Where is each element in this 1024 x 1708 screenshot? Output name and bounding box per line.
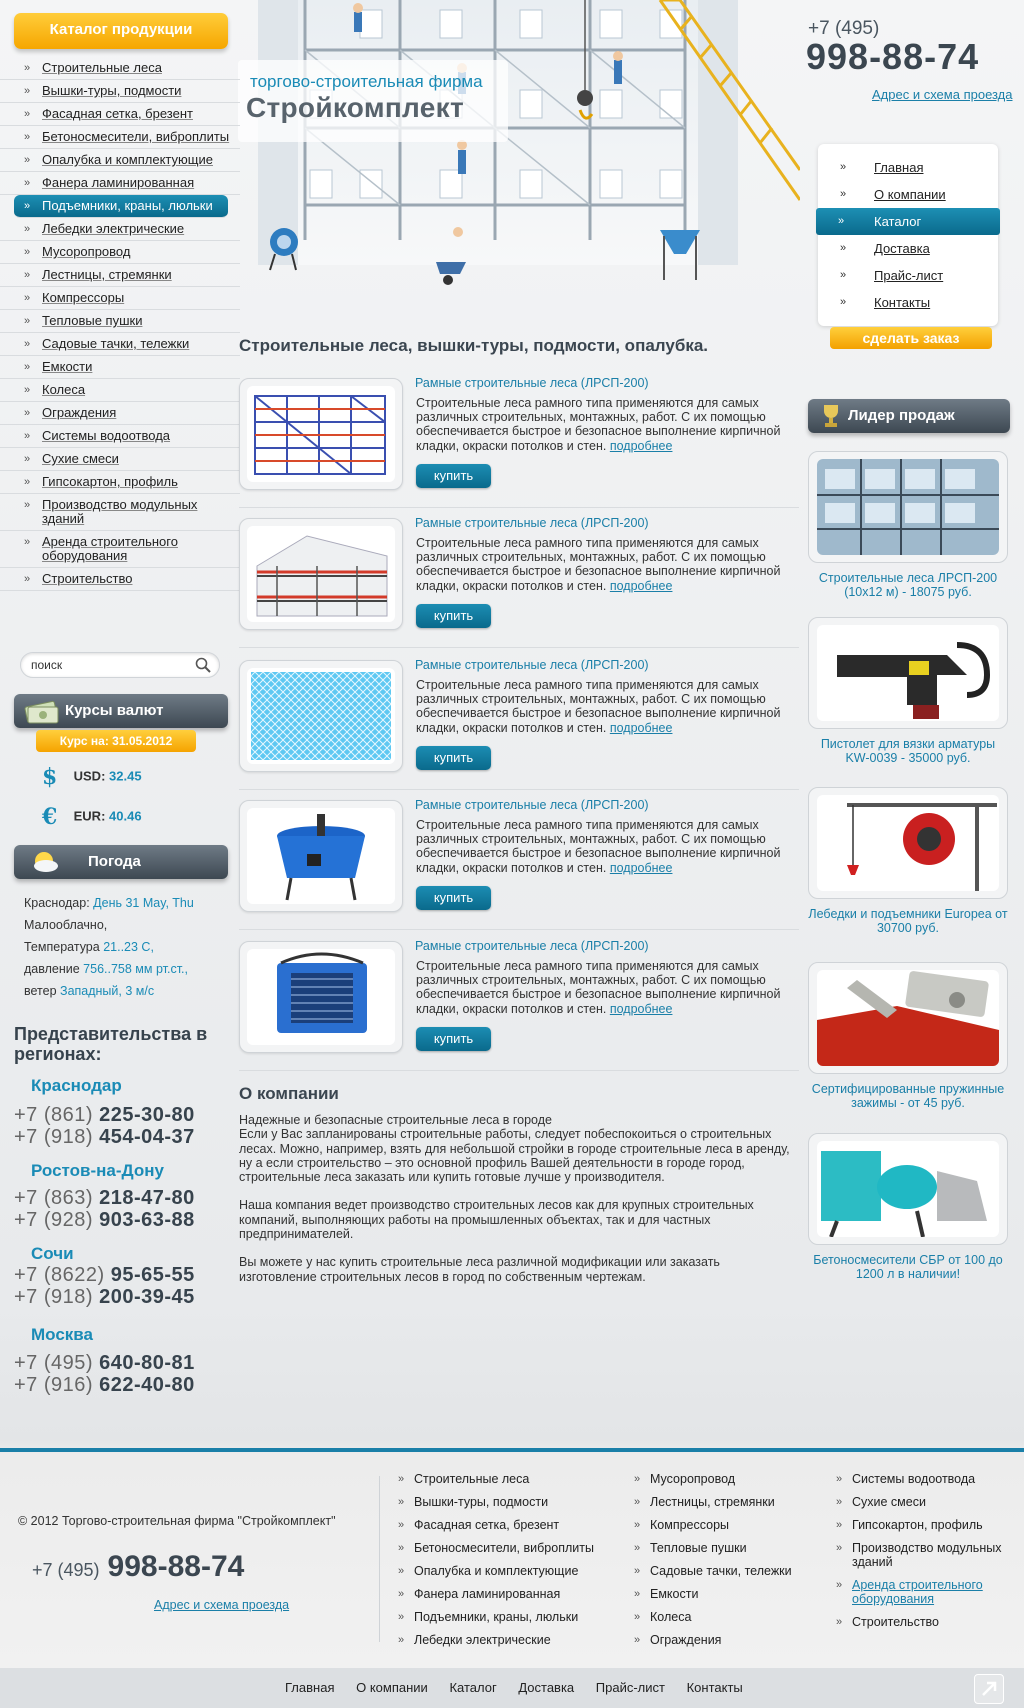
dollar-icon: $ (42, 764, 58, 790)
catalog-item[interactable]: » Гипсокартон, профиль (0, 471, 240, 494)
product-card (239, 518, 799, 648)
phone: +7 (861) 225-30-80 (14, 1104, 195, 1126)
double-chevron-icon: » (634, 1634, 641, 1646)
product-image[interactable] (239, 378, 403, 490)
buy-button[interactable]: купить (416, 1027, 491, 1051)
catalog-item[interactable]: » Аренда строительного оборудования (0, 531, 240, 568)
rate-usd: $ USD: 32.45 (42, 764, 142, 790)
double-chevron-icon: » (24, 338, 31, 350)
city-moscow: Москва (31, 1325, 93, 1344)
double-chevron-icon: » (634, 1473, 641, 1485)
product-title[interactable]: Рамные строительные леса (ЛРСП-200) (415, 376, 649, 390)
bestseller-caption[interactable]: Пистолет для вязки арматуры KW-0039 - 35000 руб. (820, 737, 996, 765)
double-chevron-icon: » (24, 536, 31, 548)
bottom-nav-pricelist[interactable]: Прайс-лист (595, 1680, 665, 1695)
bottom-navigation (285, 1680, 761, 1695)
city-sochi: Сочи (31, 1244, 74, 1263)
address-map-link[interactable]: Адрес и схема проезда (872, 87, 1013, 102)
catalog-item[interactable]: » Компрессоры (0, 287, 240, 310)
catalog-item[interactable]: » Сухие смеси (0, 448, 240, 471)
product-title[interactable]: Рамные строительные леса (ЛРСП-200) (415, 798, 649, 812)
double-chevron-icon: » (836, 1616, 843, 1628)
footer-link[interactable]: » Строительные леса (398, 1472, 530, 1486)
city-krasnodar: Краснодар (31, 1076, 122, 1095)
double-chevron-icon: » (398, 1588, 405, 1600)
bestseller-item[interactable] (808, 962, 1008, 1110)
bestseller-image[interactable] (808, 787, 1008, 899)
phone: +7 (918) 200-39-45 (14, 1286, 195, 1308)
bottom-nav-contacts[interactable]: Контакты (686, 1680, 743, 1695)
bestseller-item[interactable] (808, 451, 1008, 599)
more-link[interactable]: подробнее (609, 578, 673, 593)
double-chevron-icon: » (634, 1496, 641, 1508)
double-chevron-icon: » (24, 223, 31, 235)
bottom-nav-about[interactable]: О компании (356, 1680, 428, 1695)
product-card (239, 660, 799, 790)
footer-link[interactable]: » Компрессоры (634, 1518, 730, 1532)
bestseller-image[interactable] (808, 617, 1008, 729)
bottom-bar (0, 1668, 1024, 1708)
double-chevron-icon: » (840, 296, 847, 308)
nav-item-delivery[interactable]: » Доставка (818, 235, 998, 262)
footer-menu-col1 (398, 1472, 628, 1656)
bestseller-item[interactable] (808, 787, 1008, 935)
catalog-item[interactable]: » Системы водоотвода (0, 425, 240, 448)
about-text: Надежные и безопасные строительные леса в городе Если у Вас запланированы строительные работы, следует побеспокоиться о строительных лесах. Можно, например, взять для небольшой стройки в городе строительные леса в аренду, ну а если строительство – это основной профиль Вашей деятельности в городе город, строительные леса заказать или купить готовые лучше у производителя. Наша компания ведет производство строительных лесов как для крупных строительных компаний, выполняющих работы на промышленных объектах, так и для частных предпринимателей. Вы можете у нас купить строительные леса различной модификации или заказать изготовление строительных лесов в город по собственным чертежам. (239, 1113, 790, 1284)
rates-date: Курс на: 31.05.2012 (36, 730, 196, 752)
bottom-nav-home[interactable]: Главная (285, 1680, 335, 1695)
phone: +7 (918) 454-04-37 (14, 1126, 195, 1148)
product-card (239, 378, 799, 508)
catalog-item[interactable]: » Лестницы, стремянки (0, 264, 240, 287)
footer-link[interactable]: » Гипсокартон, профиль (836, 1518, 983, 1532)
product-image[interactable] (239, 518, 403, 630)
money-icon (22, 696, 62, 726)
developer-logo-icon[interactable] (974, 1674, 1004, 1704)
double-chevron-icon: » (836, 1579, 843, 1591)
footer-link[interactable]: » Бетоносмесители, виброплиты (398, 1541, 594, 1555)
sun-cloud-icon (30, 848, 60, 876)
catalog-item[interactable]: » Лебедки электрические (0, 218, 240, 241)
weather-header (14, 845, 228, 879)
weather-title: Погода (88, 853, 141, 870)
catalog-item-active[interactable]: » Подъемники, краны, люльки (14, 195, 228, 218)
double-chevron-icon: » (838, 215, 845, 227)
product-title[interactable]: Рамные строительные леса (ЛРСП-200) (415, 658, 649, 672)
search-input[interactable] (21, 653, 181, 677)
footer-link[interactable]: » Мусоропровод (634, 1472, 736, 1486)
footer-link[interactable]: » Вышки-туры, подмости (398, 1495, 549, 1509)
top-navigation (818, 144, 998, 326)
footer-link[interactable]: » Емкости (634, 1587, 699, 1601)
bestseller-image[interactable] (808, 451, 1008, 563)
double-chevron-icon: » (840, 269, 847, 281)
company-logo[interactable]: Стройкомплект (246, 92, 464, 123)
footer-address-link[interactable]: Адрес и схема проезда (154, 1598, 290, 1612)
bottom-nav-catalog[interactable]: Каталог (449, 1680, 497, 1695)
catalog-item[interactable]: » Строительство (0, 568, 240, 591)
buy-button[interactable]: купить (416, 604, 491, 628)
buy-button[interactable]: купить (416, 464, 491, 488)
bestseller-caption[interactable]: Лебедки и подъемники Europea от 30700 руб. (808, 907, 1008, 935)
currency-rates-title: Курсы валют (65, 702, 164, 719)
product-title[interactable]: Рамные строительные леса (ЛРСП-200) (415, 516, 649, 530)
phone: +7 (928) 903-63-88 (14, 1209, 195, 1231)
bestseller-image[interactable] (808, 962, 1008, 1074)
more-link[interactable]: подробнее (609, 1001, 673, 1016)
double-chevron-icon: » (24, 154, 31, 166)
catalog-item[interactable]: » Фасадная сетка, брезент (0, 103, 240, 126)
double-chevron-icon: » (24, 108, 31, 120)
phone: +7 (863) 218-47-80 (14, 1187, 195, 1209)
trophy-icon (820, 403, 842, 429)
footer-link[interactable]: » Аренда строительного оборудования (836, 1578, 983, 1606)
regions-title: Представительства в регионах: (14, 1024, 208, 1064)
catalog-item[interactable]: » Вышки-туры, подмости (0, 80, 240, 103)
catalog-item[interactable]: » Опалубка и комплектующие (0, 149, 240, 172)
page-title: Строительные леса, вышки-туры, подмости, опалубка. (239, 336, 709, 355)
double-chevron-icon: » (836, 1542, 843, 1554)
footer-divider (0, 1448, 1024, 1452)
catalog-item[interactable]: » Емкости (0, 356, 240, 379)
product-card (239, 800, 799, 930)
phone: +7 (8622) 95-65-55 (14, 1264, 195, 1286)
double-chevron-icon: » (24, 177, 31, 189)
buy-button[interactable]: купить (416, 746, 491, 770)
double-chevron-icon: » (634, 1611, 641, 1623)
double-chevron-icon: » (634, 1519, 641, 1531)
catalog-item[interactable]: » Тепловые пушки (0, 310, 240, 333)
footer-link[interactable]: » Строительство (836, 1615, 939, 1629)
product-card (239, 941, 799, 1071)
product-description: Строительные леса рамного типа применяются для самых различных строительных, монтажных, работ. С их помощью обеспечивается быстрое и безопасное выполнение кирпичной кладки, окраски потолков и стен. подробнее (416, 396, 781, 453)
footer-link[interactable]: » Колеса (634, 1610, 692, 1624)
catalog-item[interactable]: » Производство модульных зданий (0, 494, 240, 531)
bestseller-caption[interactable]: Строительные леса ЛРСП-200 (10х12 м) - 18075 руб. (818, 571, 998, 599)
double-chevron-icon: » (634, 1565, 641, 1577)
catalog-item[interactable]: » Садовые тачки, тележки (0, 333, 240, 356)
make-order-button[interactable]: сделать заказ (830, 327, 992, 349)
product-image[interactable] (239, 800, 403, 912)
bestseller-item[interactable] (808, 617, 1008, 765)
city-rostov: Ростов-на-Дону (31, 1161, 164, 1180)
more-link[interactable]: подробнее (609, 720, 673, 735)
double-chevron-icon: » (24, 246, 31, 258)
footer-link[interactable]: » Подъемники, краны, люльки (398, 1610, 579, 1624)
footer-link[interactable]: » Фасадная сетка, брезент (398, 1518, 560, 1532)
double-chevron-icon: » (398, 1565, 405, 1577)
double-chevron-icon: » (840, 161, 847, 173)
nav-item-catalog[interactable]: » Каталог (816, 208, 1000, 235)
bestsellers-header (808, 399, 1010, 433)
double-chevron-icon: » (24, 499, 31, 511)
catalog-item[interactable]: » Мусоропровод (0, 241, 240, 264)
product-description: Строительные леса рамного типа применяются для самых различных строительных, монтажных, работ. С их помощью обеспечивается быстрое и безопасное выполнение кирпичной кладки, окраски потолков и стен. подробнее (416, 959, 781, 1016)
nav-item-home[interactable]: » Главная (818, 154, 998, 181)
usd-value: 32.45 (109, 768, 142, 784)
about-title: О компании (239, 1084, 339, 1103)
search-icon[interactable] (195, 657, 211, 673)
weather-info: Краснодар: День 31 May, Thu Малооблачно, Температура 21..23 С, давление 756..758 мм рт.ст., ветер Западный, 3 м/с (24, 896, 194, 998)
double-chevron-icon: » (840, 242, 847, 254)
double-chevron-icon: » (398, 1611, 405, 1623)
catalog-menu (0, 57, 240, 591)
company-tagline: торгово-строительная фирма (250, 72, 483, 91)
bestseller-item[interactable] (808, 1133, 1008, 1281)
double-chevron-icon: » (634, 1588, 641, 1600)
double-chevron-icon: » (398, 1496, 405, 1508)
double-chevron-icon: » (24, 453, 31, 465)
phone: +7 (916) 622-40-80 (14, 1374, 195, 1396)
more-link[interactable]: подробнее (609, 860, 673, 875)
eur-value: 40.46 (109, 808, 142, 824)
double-chevron-icon: » (398, 1634, 405, 1646)
double-chevron-icon: » (840, 188, 847, 200)
nav-item-pricelist[interactable]: » Прайс-лист (818, 262, 998, 289)
catalog-item[interactable]: » Фанера ламинированная (0, 172, 240, 195)
product-description: Строительные леса рамного типа применяются для самых различных строительных, монтажных, работ. С их помощью обеспечивается быстрое и безопасное выполнение кирпичной кладки, окраски потолков и стен. подробнее (416, 536, 781, 593)
double-chevron-icon: » (634, 1542, 641, 1554)
double-chevron-icon: » (24, 430, 31, 442)
footer-link[interactable]: » Лебедки электрические (398, 1633, 551, 1647)
product-title[interactable]: Рамные строительные леса (ЛРСП-200) (415, 939, 649, 953)
double-chevron-icon: » (24, 407, 31, 419)
product-image[interactable] (239, 941, 403, 1053)
product-image[interactable] (239, 660, 403, 772)
double-chevron-icon: » (24, 292, 31, 304)
footer-menu-col3 (836, 1472, 1012, 1638)
footer-link[interactable]: » Садовые тачки, тележки (634, 1564, 792, 1578)
double-chevron-icon: » (836, 1496, 843, 1508)
double-chevron-icon: » (24, 131, 31, 143)
catalog-item[interactable]: » Строительные леса (0, 57, 240, 80)
nav-item-about[interactable]: » О компании (818, 181, 998, 208)
rate-eur: € EUR: 40.46 (42, 804, 142, 830)
catalog-item[interactable]: » Колеса (0, 379, 240, 402)
currency-rates-header (14, 694, 228, 728)
double-chevron-icon: » (24, 315, 31, 327)
catalog-title: Каталог продукции (14, 13, 228, 49)
bestsellers-title: Лидер продаж (848, 407, 955, 424)
copyright: © 2012 Торгово-строительная фирма "Стройкомплект" (18, 1514, 336, 1528)
euro-icon: € (42, 804, 58, 830)
double-chevron-icon: » (836, 1473, 843, 1485)
footer-link[interactable]: » Тепловые пушки (634, 1541, 747, 1555)
footer-link[interactable]: » Фанера ламинированная (398, 1587, 561, 1601)
phone: +7 (495) 640-80-81 (14, 1352, 195, 1374)
footer-link[interactable]: » Опалубка и комплектующие (398, 1564, 579, 1578)
bestseller-caption[interactable]: Сертифицированные пружинные зажимы - от 45 руб. (811, 1082, 1005, 1110)
double-chevron-icon: » (24, 62, 31, 74)
double-chevron-icon: » (24, 200, 31, 212)
double-chevron-icon: » (24, 361, 31, 373)
nav-item-contacts[interactable]: » Контакты (818, 289, 998, 316)
footer-link[interactable]: » Ограждения (634, 1633, 722, 1647)
double-chevron-icon: » (24, 85, 31, 97)
footer-phone: +7 (495) 998-88-74 (32, 1550, 245, 1583)
double-chevron-icon: » (398, 1473, 405, 1485)
bestseller-image[interactable] (808, 1133, 1008, 1245)
product-description: Строительные леса рамного типа применяются для самых различных строительных, монтажных, работ. С их помощью обеспечивается быстрое и безопасное выполнение кирпичной кладки, окраски потолков и стен. подробнее (416, 818, 781, 875)
footer-link[interactable]: » Сухие смеси (836, 1495, 926, 1509)
footer-link[interactable]: » Лестницы, стремянки (634, 1495, 775, 1509)
double-chevron-icon: » (836, 1519, 843, 1531)
bestseller-caption[interactable]: Бетоносмесители СБР от 100 до 1200 л в наличии! (813, 1253, 1003, 1281)
header-phone-prefix: +7 (495) (808, 18, 880, 39)
product-description: Строительные леса рамного типа применяются для самых различных строительных, монтажных, работ. С их помощью обеспечивается быстрое и безопасное выполнение кирпичной кладки, окраски потолков и стен. подробнее (416, 678, 781, 735)
double-chevron-icon: » (398, 1519, 405, 1531)
search-box (20, 652, 220, 678)
bottom-nav-delivery[interactable]: Доставка (518, 1680, 575, 1695)
more-link[interactable]: подробнее (609, 438, 673, 453)
catalog-item[interactable]: » Бетоносмесители, виброплиты (0, 126, 240, 149)
double-chevron-icon: » (24, 269, 31, 281)
hero-illustration (240, 0, 800, 320)
double-chevron-icon: » (24, 573, 31, 585)
footer-menu-col2 (634, 1472, 824, 1656)
double-chevron-icon: » (398, 1542, 405, 1554)
footer-separator (379, 1476, 380, 1642)
footer-link[interactable]: » Системы водоотвода (836, 1472, 976, 1486)
double-chevron-icon: » (24, 384, 31, 396)
catalog-item[interactable]: » Ограждения (0, 402, 240, 425)
double-chevron-icon: » (24, 476, 31, 488)
header-phone: 998-88-74 (806, 36, 980, 77)
buy-button[interactable]: купить (416, 886, 491, 910)
footer-link[interactable]: » Производство модульных зданий (836, 1541, 1002, 1569)
